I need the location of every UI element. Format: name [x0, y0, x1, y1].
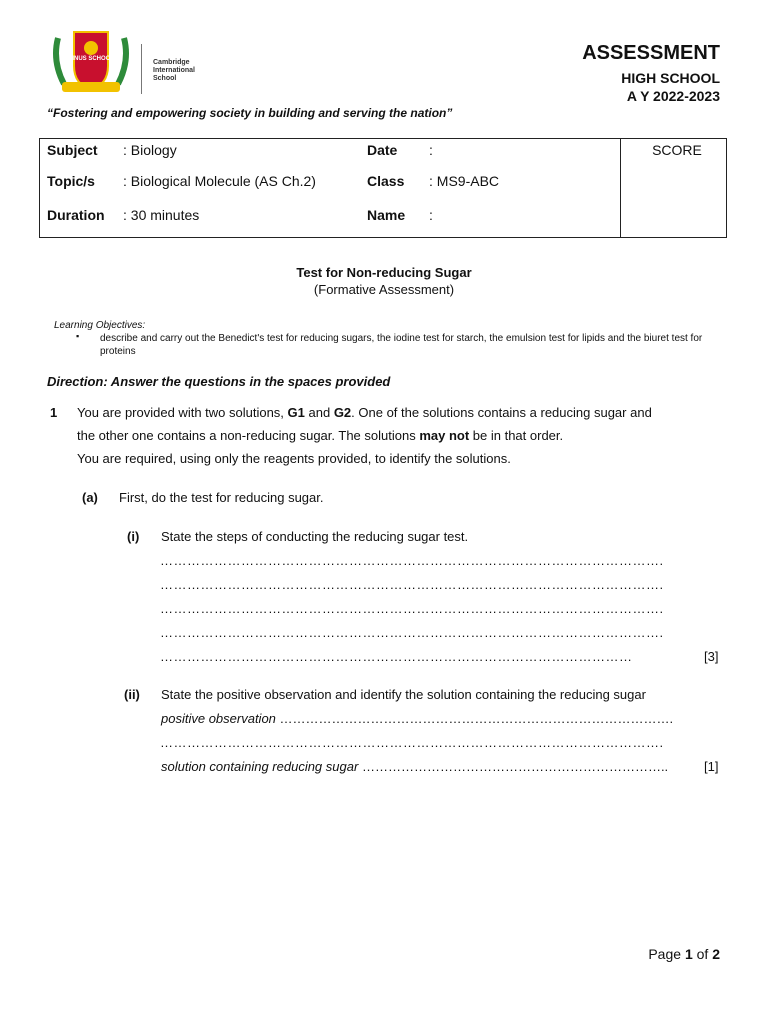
- cambridge-line-2: International: [153, 67, 196, 74]
- topic-value: : Biological Molecule (AS Ch.2): [123, 173, 316, 189]
- page-prefix: Page: [648, 946, 685, 962]
- part-i-text: State the steps of conducting the reducing sugar test.: [161, 529, 469, 544]
- page-number: [648, 946, 720, 962]
- duration-value: : 30 minutes: [123, 207, 200, 223]
- dots: ……………………………………………………………………………….: [279, 711, 674, 726]
- logo-text: BINUS SCHOOL: [67, 56, 114, 62]
- answer-line-4[interactable]: ………………………………………………………………………………………………….: [160, 625, 664, 640]
- info-box: [39, 138, 727, 238]
- topic-label: Topic/s: [47, 173, 95, 189]
- question-line-1: [77, 405, 652, 420]
- class-value: : MS9-ABC: [429, 173, 500, 189]
- page-total: 2: [712, 946, 720, 962]
- objective-text: describe and carry out the Benedict's test for reducing sugars, the iodine test for starch, the emulsion test for lipids and the biuret test for proteins: [100, 333, 703, 357]
- question-number: 1: [50, 405, 58, 420]
- test-subtitle: (Formative Assessment): [313, 282, 455, 297]
- may-not: may not: [419, 428, 470, 443]
- positive-observation-line[interactable]: [161, 711, 673, 726]
- marks-i: [3]: [704, 649, 719, 664]
- page-current: 1: [684, 946, 693, 962]
- question-line-3: You are required, using only the reagents provided, to identify the solutions.: [77, 451, 511, 466]
- page-of: of: [692, 946, 713, 962]
- answer-line-6[interactable]: ………………………………………………………………………………………………….: [160, 735, 664, 750]
- page-title: ASSESSMENT: [582, 42, 720, 64]
- date-value[interactable]: :: [429, 142, 433, 158]
- answer-line-3[interactable]: ………………………………………………………………………………………………….: [160, 601, 664, 616]
- direction: Direction: Answer the questions in the spaces provided: [47, 374, 391, 389]
- question-line-2: [77, 428, 563, 443]
- cambridge-logo: [153, 59, 195, 83]
- answer-line-5[interactable]: ……………………………………………………………………………………………: [160, 649, 633, 664]
- bullet-icon: ▪: [76, 331, 80, 341]
- school-motto: “Fostering and empowering society in building and serving the nation”: [47, 106, 453, 120]
- subject-label: Subject: [47, 142, 98, 158]
- name-value[interactable]: :: [429, 207, 433, 223]
- answer-line-2[interactable]: ………………………………………………………………………………………………….: [160, 577, 664, 592]
- duration-label: Duration: [47, 207, 105, 223]
- test-title: Test for Non-reducing Sugar: [296, 265, 472, 280]
- q-text: be in that order.: [469, 428, 564, 443]
- score-label: SCORE: [652, 142, 702, 158]
- score-divider: [620, 139, 621, 237]
- academic-year: A Y 2022-2023: [626, 88, 720, 104]
- objectives-heading: Learning Objectives:: [54, 320, 146, 331]
- cambridge-line-3: School: [153, 75, 177, 82]
- q-text: . One of the solutions contains a reducing sugar and: [351, 405, 652, 420]
- cambridge-line-1: Cambridge: [153, 59, 190, 66]
- part-ii-text: State the positive observation and identify the solution containing the reducing sugar: [161, 687, 646, 702]
- q-text: and: [304, 405, 334, 420]
- class-label: Class: [367, 173, 405, 189]
- solution-line[interactable]: [161, 759, 668, 774]
- g2-label: G2: [333, 405, 352, 420]
- g1-label: G1: [287, 405, 305, 420]
- part-a-text: First, do the test for reducing sugar.: [119, 490, 324, 505]
- q-text: You are provided with two solutions,: [77, 405, 288, 420]
- q-text: the other one contains a non-reducing sugar. The solutions: [77, 428, 420, 443]
- name-label: Name: [367, 207, 406, 223]
- header-divider: [141, 44, 142, 94]
- dots: ……………………………………………………………..: [361, 759, 669, 774]
- solution-label: solution containing reducing sugar: [161, 759, 359, 774]
- date-label: Date: [367, 142, 398, 158]
- positive-label: positive observation: [161, 711, 276, 726]
- subject-value: : Biology: [123, 142, 177, 158]
- school-level: HIGH SCHOOL: [621, 70, 720, 86]
- part-a-label: (a): [82, 490, 98, 505]
- marks-ii: [1]: [704, 759, 719, 774]
- part-ii-label: (ii): [124, 687, 140, 702]
- answer-line-1[interactable]: ………………………………………………………………………………………………….: [160, 553, 664, 568]
- part-i-label: (i): [127, 529, 140, 544]
